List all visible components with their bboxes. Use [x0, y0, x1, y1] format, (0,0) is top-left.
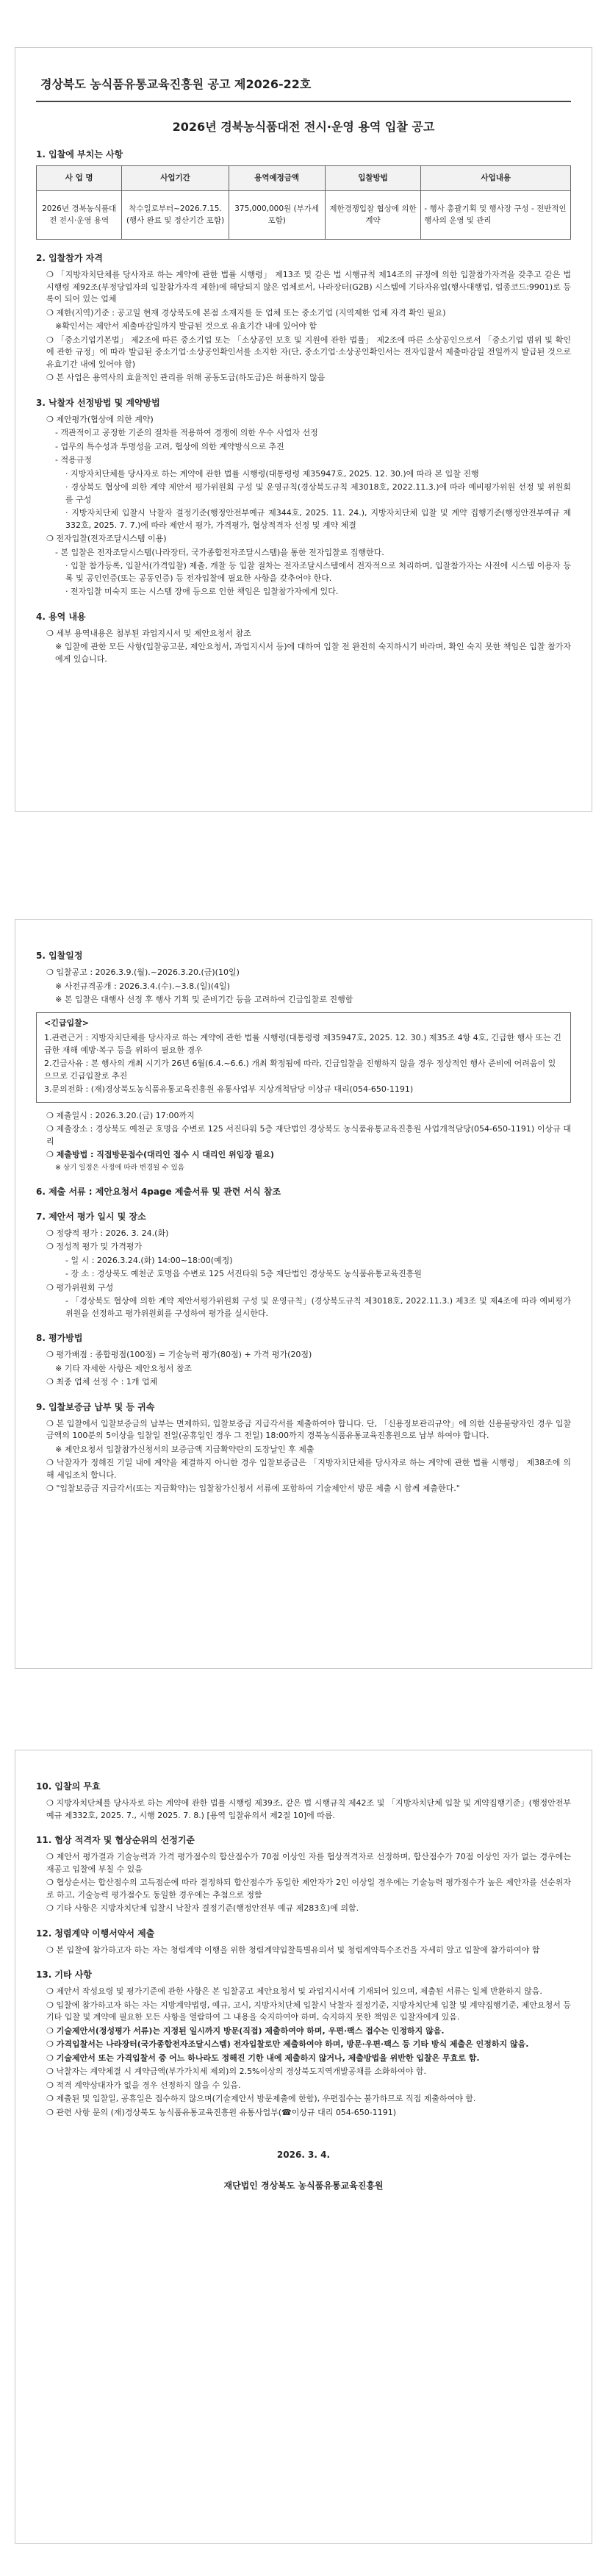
section-13-line: ❍ 기술제안서(정성평가 서류)는 지정된 일시까지 방문(직접) 제출하여야 하며, 우편·팩스 접수는 인정하지 않음.: [46, 2025, 445, 2036]
section-2-line: ❍ 「중소기업기본법」 제2조에 따른 중소기업 또는 「소상공인 보호 및 지원에 관한 법률」 제2조에 따른 소상공인으로서 「중소기업 범위 및 확인에 관한 규정」에 따라 발급된 중소기업·소상공인확인서를 소지한 자(단, 중소기업·소상공인확인서는 전자입찰서 제출마감일 전일까지 발급된 것으로 유효기간 내에 있어야 함): [46, 334, 571, 369]
section-8-line: ❍ 최종 업체 선정 수 : 1개 업체: [46, 1377, 158, 1387]
section-11-head: 11. 협상 적격자 및 협상순위의 선정기준: [36, 1835, 195, 1845]
section-13-line: ❍ 제안서 작성요령 및 평가기준에 관한 사항은 본 입찰공고 제안요청서 및 과업지시서에 기재되어 있으며, 제출된 서류는 일체 반환하지 않음.: [46, 1986, 542, 1996]
bid-item-table: [36, 165, 571, 240]
section-3-line: - 업무의 특수성과 투명성을 고려, 협상에 의한 계약방식으로 추진: [55, 441, 284, 451]
section-2-line: ❍ 「지방자치단체를 당사자로 하는 계약에 관한 법률 시행령」 제13조 및 같은 법 시행규칙 제14조의 규정에 의한 입찰참가자격을 갖추고 같은 법 시행령 제92조(부정당업자의 입찰참가자격 제한)에 해당되지 않은 업체로서, 나라장터(G2B) 시스템에 기타자유업(행사대행업, 업종코드:9901)로 등록이 되어 있는 업체: [46, 270, 571, 304]
section-6-head: 6. 제출 서류 : 제안요청서 4page 제출서류 및 관련 서식 참조: [36, 1186, 281, 1197]
section-2-line: ❍ 본 사업은 용역사의 효율적인 관리를 위해 공동도급(하도급)은 허용하지 않음: [46, 373, 326, 382]
section-13-head: 13. 기타 사항: [36, 1969, 92, 1980]
table-cell-method: 제한경쟁입찰 협상에 의한 계약: [325, 191, 421, 240]
section-12-head: 12. 청렴계약 이행서약서 제출: [36, 1928, 155, 1939]
section-2-line: ❍ 제한(지역)기준 : 공고일 현재 경상북도에 본점 소재지를 둔 업체 또는 중소기업 (지역제한 업체 자격 확인 필요): [46, 307, 446, 318]
section-5-line: ❍ 제출일시 : 2026.3.20.(금) 17:00까지: [46, 1110, 195, 1120]
section-9-line: ❍ 본 입찰에서 입찰보증금의 납부는 면제하되, 입찰보증금 지급각서를 제출하여야 합니다. 단, 「신용정보관리규약」에 의한 신용불량자인 경우 입찰금액의 100분의 5이상을 입찰일 전일(공휴일인 경우 그 전일) 18:00까지 경북농식품유통교육진흥원으로 납부 하여야 합니다.: [46, 1418, 571, 1441]
section-3-line: - 적용규정: [55, 455, 92, 465]
table-header-cell: 사업기간: [122, 166, 229, 191]
section-8-line: ❍ 평가배점 : 종합평점(100점) = 기술능력 평가(80점) + 가격 평가(20점): [46, 1350, 312, 1360]
section-12-line: ❍ 본 입찰에 참가하고자 하는 자는 청렴계약 이행을 위한 청렴계약입찰특별유의서 및 청렴계약특수조건을 자세히 알고 입찰에 참가하여야 함: [46, 1944, 540, 1955]
section-13-line: ❍ 입찰에 참가하고자 하는 자는 지방계약법령, 예규, 고시, 지방자치단체 입찰시 낙찰자 결정기준, 지방자치단체 입찰 및 계약집행기준, 제안요청서 등 기타 입찰 및 계약에 필요한 모든 사항을 열람하여 그 내용을 숙지하여야 하며, 숙지하지 못한 책임은 입찰자에게 있음.: [46, 2000, 571, 2022]
section-3-line: ❍ 전자입찰(전자조달시스템 이용): [46, 534, 167, 543]
section-8-head: 8. 평가방법: [36, 1333, 83, 1344]
section-7-line: ❍ 정량적 평가 : 2026. 3. 24.(화): [46, 1228, 169, 1238]
section-7-line: - 일 시 : 2026.3.24.(화) 14:00~18:00(예정): [65, 1255, 233, 1265]
table-header-cell: 입찰방법: [325, 166, 421, 191]
section-9-line: ※ 제안요청서 입찰참가신청서의 보증금액 지급확약란의 도장날인 후 제출: [55, 1444, 315, 1454]
notice-issuer: 재단법인 경상북도 농식품유통교육진흥원: [223, 2180, 384, 2191]
table-cell-name: 2026년 경북농식품대전 전시·운영 용역: [37, 191, 122, 240]
section-9-line: ❍ 낙찰자가 정해진 기일 내에 계약을 체결하지 아니한 경우 입찰보증금은 「지방자치단체를 당사자로 하는 계약에 관한 법률 시행령」 제38조에 의해 세입조치 합니다.: [46, 1458, 571, 1480]
section-5-head: 5. 입찰일정: [36, 951, 83, 961]
section-9-head: 9. 입찰보증금 납부 및 등 귀속: [36, 1401, 155, 1412]
section-11-line: ❍ 제안서 평가결과 기술능력과 가격 평가점수의 합산점수가 70점 이상인 자를 협상적격자로 선정하며, 합산점수가 70점 이상인 자가 없는 경우에는 재공고 입찰에 부칠 수 있음: [46, 1852, 571, 1874]
notice-page-3: [15, 1750, 592, 2544]
section-3-line: · 지방자치단체를 당사자로 하는 계약에 관한 법률 시행령(대통령령 제35947호, 2025. 12. 30.)에 따라 본 입찰 진행: [65, 468, 479, 479]
section-11-line: ❍ 협상순서는 합산점수의 고득점순에 따라 결정하되 합산점수가 동일한 제안자가 2인 이상일 경우에는 기술능력 평가점수가 높은 제안자를 선순위자로 하고, 기술능력 평가점수도 동일한 경우에는 추첨으로 정함: [46, 1878, 571, 1900]
section-13-line: ❍ 기술제안서 또는 가격입찰서 중 어느 하나라도 정해진 기한 내에 제출하지 않거나, 제출방법을 위반한 입찰은 무효로 함.: [46, 2053, 480, 2063]
notice-date: 2026. 3. 4.: [276, 2150, 331, 2160]
section-5-note: ※ 상기 일정은 사정에 따라 변경될 수 있음: [55, 1163, 184, 1172]
section-9-line: ❍ "입찰보증금 지급각서(또는 지급확약)는 입찰참가신청서 서류에 포함하여 기술제안서 방문 제출 시 함께 제출한다.": [46, 1484, 460, 1494]
section-3-line: · 경상북도 협상에 의한 계약 제안서 평가위원회 구성 및 운영규칙(경상북도규칙 제3018호, 2022.11.3.)에 따라 예비평가위원 선정 및 위원회를 구성: [65, 482, 571, 504]
section-7-line: - 「경상북도 협상에 의한 계약 제안서평가위원회 구성 및 운영규칙」(경상북도규칙 제3018호, 2022.11.3.) 제3조 및 제4조에 따라 예비평가위원을 선정하고 평가위원회를 구성하여 평가를 실시한다.: [65, 1296, 571, 1318]
section-3-head: 3. 낙찰자 선정방법 및 계약방법: [36, 397, 160, 408]
notice-page-1: [15, 47, 592, 812]
section-3-line: · 입찰 참가등록, 입찰서(가격입찰) 제출, 개찰 등 입찰 절차는 전자조달시스템에서 전자적으로 처리하며, 입찰참가자는 사전에 시스템 이용자 등록 및 공인인증(또는 공동인증) 등 전자입찰에 필요한 사항을 갖추어야 한다.: [65, 561, 571, 583]
section-3-line: - 본 입찰은 전자조달시스템(나라장터, 국가종합전자조달시스템)을 통한 전자입찰로 집행한다.: [55, 547, 384, 557]
urgent-bid-box: [36, 1012, 571, 1103]
section-11-line: ❍ 기타 사항은 지방자치단체 입찰시 낙찰자 결정기준(행정안전부 예규 제283호)에 의함.: [46, 1903, 359, 1913]
notice-header: 경상북도 농식품유통교육진흥원 공고 제2026-22호: [36, 65, 571, 102]
notice-title: 2026년 경북농식품대전 전시·운영 용역 입찰 공고: [172, 120, 435, 134]
section-7-line: - 장 소 : 경상북도 예천군 호명읍 수변로 125 서진타워 5층 재단법인 경상북도 농식품유통교육진흥원: [65, 1269, 422, 1279]
section-2-head: 2. 입찰참가 자격: [36, 253, 103, 263]
table-cell-period: 착수일로부터~2026.7.15.(행사 완료 및 정산기간 포함): [122, 191, 229, 240]
section-1-head: 1. 입찰에 부치는 사항: [36, 149, 123, 160]
notice-page-2: [15, 919, 592, 1669]
urgent-bid-title: <긴급입찰>: [44, 1017, 89, 1028]
section-3-line: · 전자입찰 미숙지 또는 시스템 장애 등으로 인한 책임은 입찰참가자에게 있다.: [65, 587, 339, 596]
section-13-line: ❍ 가격입찰서는 나라장터(국가종합전자조달시스템) 전자입찰로만 제출하여야 하며, 방문·우편·팩스 등 기타 방식 제출은 인정하지 않음.: [46, 2039, 529, 2049]
table-header-cell: 사업내용: [421, 166, 571, 191]
section-5-line: ※ 본 입찰은 대행사 선정 후 행사 기획 및 준비기간 등을 고려하여 긴급입찰로 진행함: [55, 995, 353, 1004]
urgent-bid-line: 3.문의전화 : (재)경상북도농식품유통교육진흥원 유통사업부 지상개척담당 이상규 대리(054-650-1191): [44, 1084, 414, 1094]
section-4-line: ※ 입찰에 관한 모든 사항(입찰공고문, 제안요청서, 과업지시서 등)에 대하여 입찰 전 완전히 숙지하시기 바라며, 확인 숙지 못한 책임은 입찰 참가자에게 있습니다.: [55, 642, 571, 664]
section-7-head: 7. 제안서 평가 일시 및 장소: [36, 1211, 146, 1222]
table-cell-content: - 행사 총괄기획 및 행사장 구성 - 전반적인 행사의 운영 및 관리: [421, 191, 571, 240]
section-5-line: ❍ 제출장소 : 경상북도 예천군 호명읍 수변로 125 서진타워 5층 재단법인 경상북도 농식품유통교육진흥원 사업개척담당(054-650-1191) 이상규 대리: [46, 1124, 571, 1146]
section-7-line: ❍ 정성적 평가 및 가격평가: [46, 1242, 143, 1252]
section-3-line: - 객관적이고 공정한 기준의 절차를 적용하여 경쟁에 의한 우수 사업자 선정: [55, 428, 318, 437]
section-3-line: · 지방자치단체 입찰시 낙찰자 결정기준(행정안전부예규 제344호, 2025. 11. 24.), 지방자치단체 입찰 및 계약 집행기준(행정안전부예규 제332호, 2025. 7. 7.)에 따라 제안서 평가, 가격평가, 협상적격자 선정 및 계약 체결: [65, 508, 571, 530]
section-13-line: ❍ 낙찰자는 계약체결 시 계약금액(부가가치세 제외)의 2.5%이상의 경상북도지역개발공채를 소화하여야 함.: [46, 2067, 427, 2076]
section-5-line: ❍ 제출방법 : 직접방문접수(대리인 접수 시 대리인 위임장 필요): [46, 1150, 274, 1159]
section-5-line: ❍ 입찰공고 : 2026.3.9.(월).~2026.3.20.(금)(10일): [46, 967, 240, 977]
table-header-cell: 용역예정금액: [229, 166, 325, 191]
section-2-line: ※확인서는 제안서 제출마감일까지 발급된 것으로 유효기간 내에 있어야 함: [55, 321, 317, 331]
section-13-line: ❍ 제출된 및 입찰일, 공휴일은 접수하지 않으며(기술제안서 방문제출에 한함), 우편접수는 불가하므로 직접 제출하여야 함.: [46, 2094, 476, 2103]
section-5-line: ※ 사전규격공개 : 2026.3.4.(수).~3.8.(일)(4일): [55, 981, 230, 991]
table-row: [37, 191, 571, 240]
urgent-bid-line: 2.긴급사유 : 본 행사의 개최 시기가 26년 6월(6.4.~6.6.) 개최 확정됨에 따라, 긴급입찰을 진행하지 않을 경우 정상적인 행사 준비에 어려움이 있으므로 긴급입찰로 추진: [44, 1059, 556, 1081]
table-cell-amount: 375,000,000원 (부가세포함): [229, 191, 325, 240]
section-13-line: ❍ 적격 계약상대자가 없을 경우 선정하지 않을 수 있음.: [46, 2080, 241, 2090]
section-8-line: ※ 기타 자세한 사항은 제안요청서 참조: [55, 1363, 193, 1373]
table-header-cell: 사 업 명: [37, 166, 122, 191]
urgent-bid-line: 1.관련근거 : 지방자치단체를 당사자로 하는 계약에 관한 법률 시행령(대통령령 제35947호, 2025. 12. 30.) 제35조 4항 4호, 긴급한 행사 또는 긴급한 재해 예방·복구 등을 위하여 필요한 경우: [44, 1033, 561, 1055]
section-13-line: ❍ 관련 사항 문의 (재)경상북도 농식품유통교육진흥원 유통사업부(☎이상규 대리 054-650-1191): [46, 2107, 397, 2117]
section-7-line: ❍ 평가위원회 구성: [46, 1282, 114, 1292]
section-4-head: 4. 용역 내용: [36, 611, 86, 622]
section-10-head: 10. 입찰의 무효: [36, 1781, 101, 1792]
section-10-line: ❍ 지방자치단체를 당사자로 하는 계약에 관한 법률 시행령 제39조, 같은 법 시행규칙 제42조 및 「지방자치단체 입찰 및 계약집행기준」(행정안전부예규 제332호, 2025. 7., 시행 2025. 7. 8.) [용역 입찰유의서 제2절 10]에 따름.: [46, 1798, 571, 1820]
table-header-row: [37, 166, 571, 191]
section-4-line: ❍ 세부 용역내용은 첨부된 과업지시서 및 제안요청서 참조: [46, 628, 251, 638]
section-3-line: ❍ 제안평가(협상에 의한 계약): [46, 414, 154, 424]
